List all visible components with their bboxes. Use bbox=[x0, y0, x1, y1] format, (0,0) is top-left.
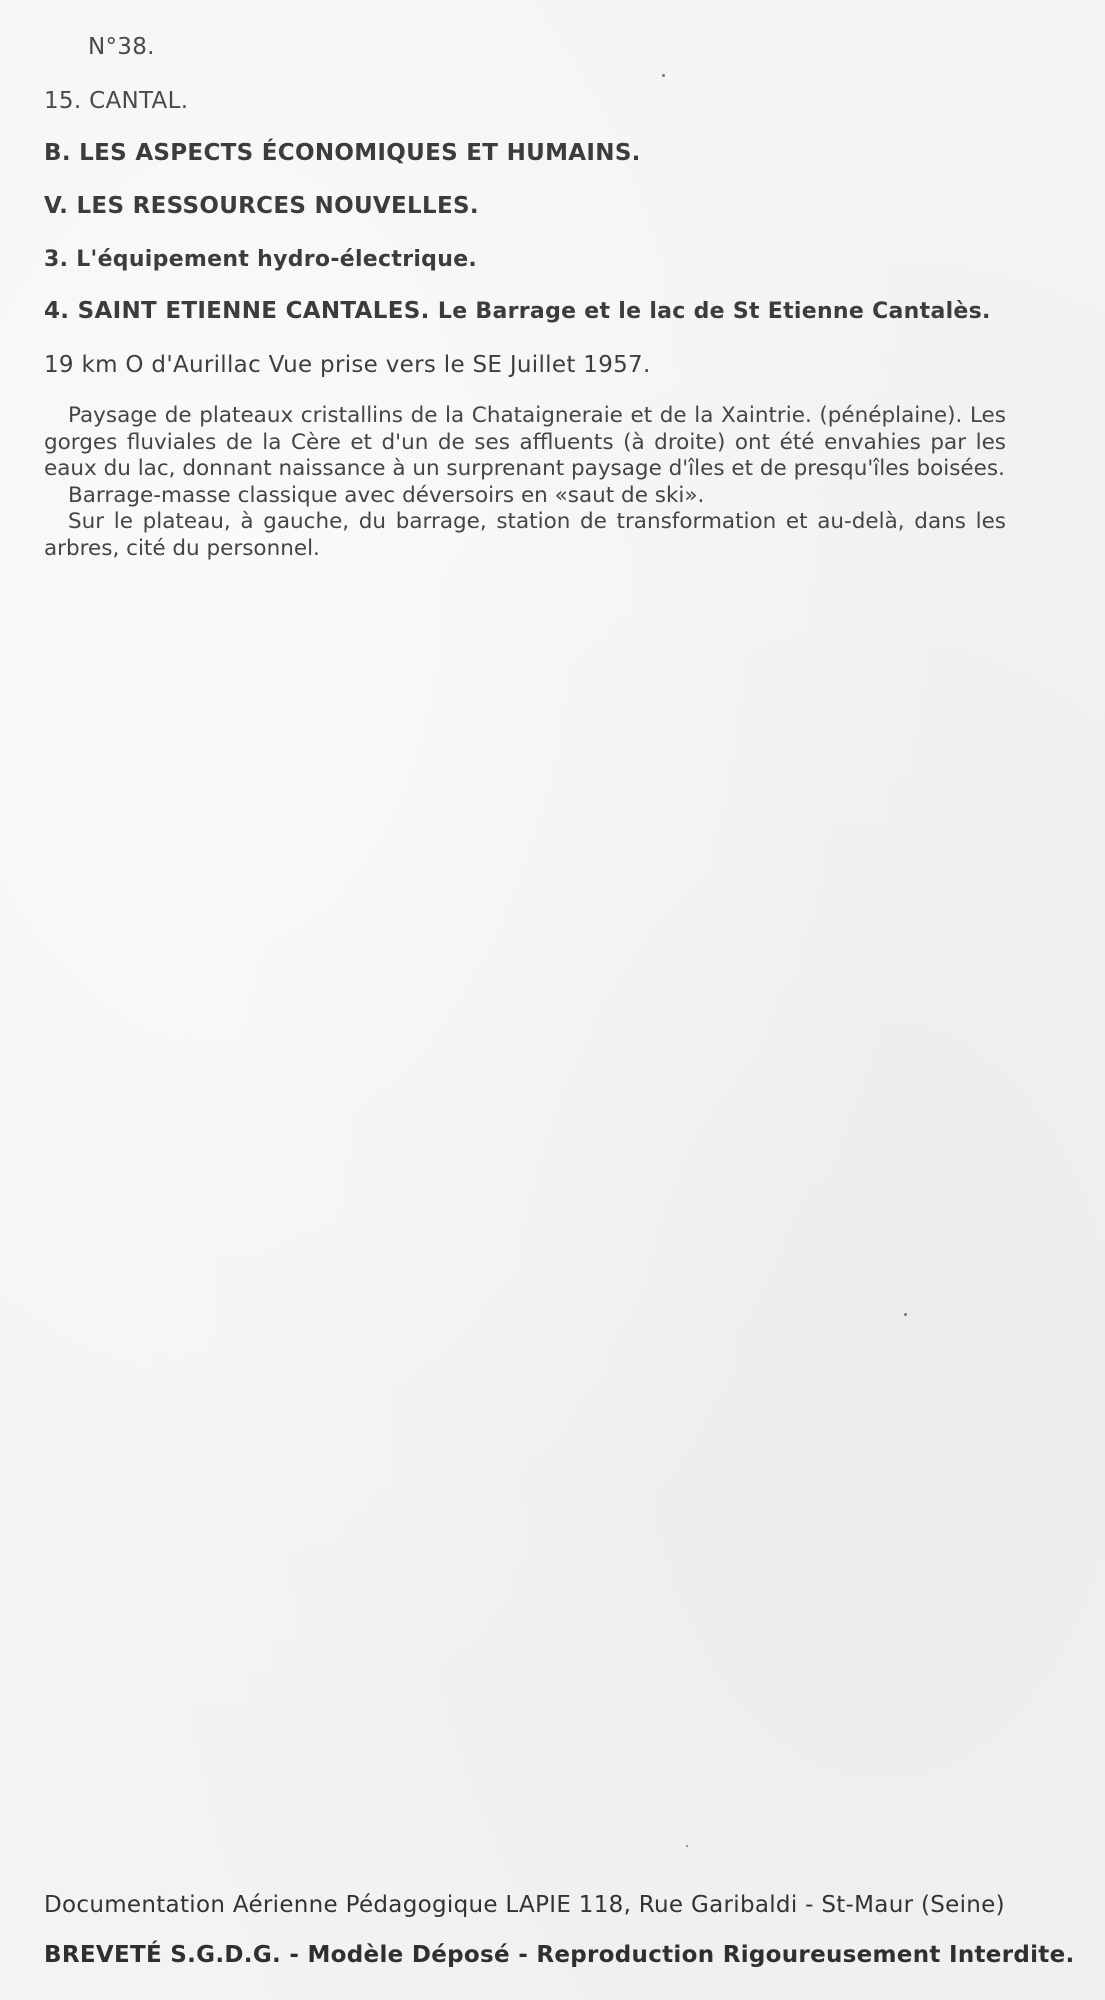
location-line: 19 km O d'Aurillac Vue prise vers le SE Juillet 1957. bbox=[44, 352, 651, 378]
section-4-title: 4. SAINT ETIENNE CANTALES. bbox=[44, 298, 430, 324]
paper-speck bbox=[662, 74, 665, 77]
publisher-line: Documentation Aérienne Pédagogique LAPIE 118, Rue Garibaldi - St-Maur (Seine) bbox=[44, 1892, 1005, 1918]
section-4-subtitle: Le Barrage et le lac de St Etienne Cantalès. bbox=[437, 299, 991, 324]
paper-speck bbox=[686, 1845, 688, 1847]
region-heading: 15. CANTAL. bbox=[44, 88, 189, 114]
document-number: N°38. bbox=[88, 34, 155, 60]
description-block bbox=[44, 403, 1006, 562]
section-v-heading: V. LES RESSOURCES NOUVELLES. bbox=[44, 193, 479, 219]
description-paragraph-3: Sur le plateau, à gauche, du barrage, station de transformation et au-delà, dans les arbres, cité du personnel. bbox=[44, 509, 1006, 561]
section-4-heading bbox=[44, 298, 991, 324]
paper-speck bbox=[904, 1313, 907, 1316]
description-paragraph-2: Barrage-masse classique avec déversoirs en «saut de ski». bbox=[68, 482, 705, 508]
section-b-heading: B. LES ASPECTS ÉCONOMIQUES ET HUMAINS. bbox=[44, 140, 641, 166]
description-paragraph-1: Paysage de plateaux cristallins de la Chataigneraie et de la Xaintrie. (pénéplaine). Les gorges fluviales de la Cère et d'un de ses affluents (à droite) ont été envahies par les eaux du lac, donnant naissance à un surprenant paysage d'îles et de presqu'îles boisées. bbox=[44, 403, 1006, 481]
section-3-heading: 3. L'équipement hydro-électrique. bbox=[44, 247, 478, 272]
copyright-notice: BREVETÉ S.G.D.G. - Modèle Déposé - Reproduction Rigoureusement Interdite. bbox=[44, 1942, 1075, 1968]
